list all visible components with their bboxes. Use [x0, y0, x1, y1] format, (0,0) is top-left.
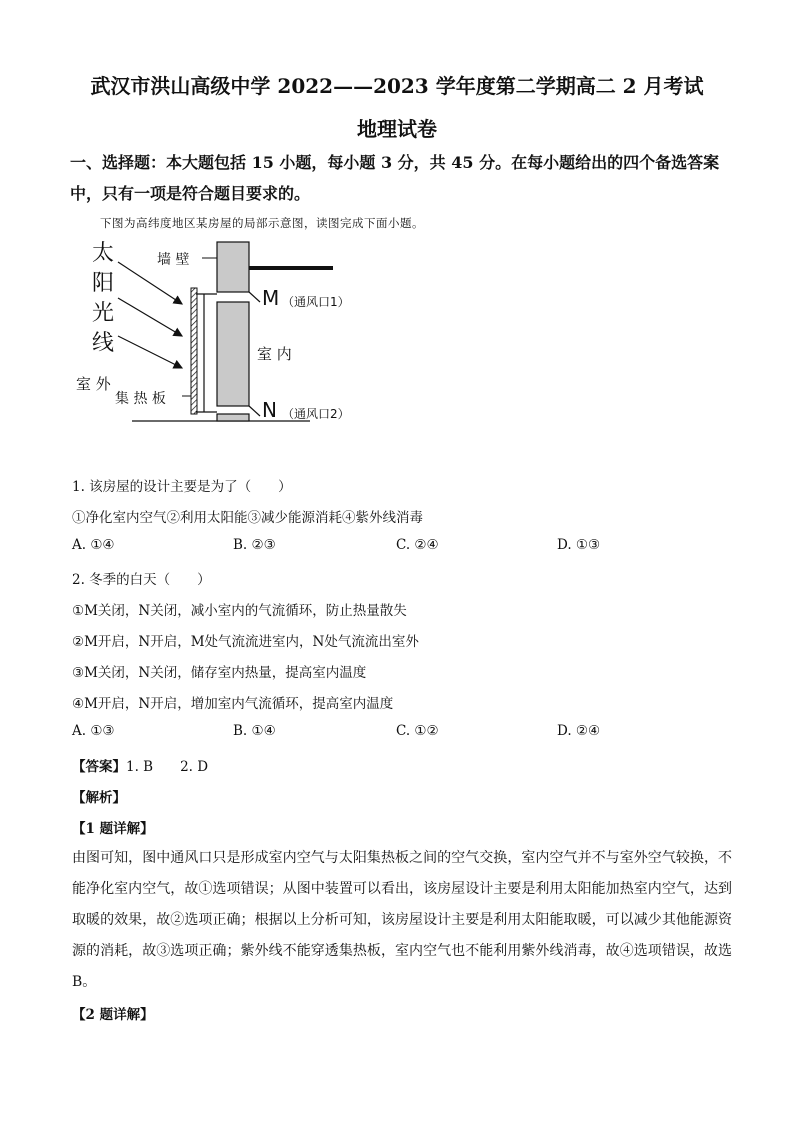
- answer-label: 【答案】: [72, 759, 126, 775]
- vent-m-letter: M: [262, 286, 280, 310]
- q2-option-d: D. ②④: [557, 723, 601, 739]
- q2-statement-1: ①M关闭，N关闭，减小室内的气流循环，防止热量散失: [72, 603, 407, 619]
- sun-char-3: 光: [92, 301, 115, 326]
- exam-subtitle: 地理试卷: [357, 117, 437, 141]
- exam-title: 武汉市洪山高级中学 2022——2023 学年度第二学期高二 2 月考试: [90, 74, 704, 98]
- wall-middle: [217, 302, 249, 406]
- section-heading-line2: 中，只有一项是符合题目要求的。: [70, 184, 311, 203]
- q1-statements: ①净化室内空气②利用太阳能③减少能源消耗④紫外线消毒: [72, 510, 423, 526]
- q2-statement-2: ②M开启，N开启，M处气流流进室内，N处气流流出室外: [72, 634, 419, 650]
- vent-m-caption: （通风口1）: [282, 295, 350, 309]
- wall-bottom: [217, 414, 249, 421]
- analysis-label: 【解析】: [72, 790, 126, 806]
- figure-intro: 下图为高纬度地区某房屋的局部示意图，读图完成下面小题。: [100, 216, 424, 230]
- vent-n-letter: N: [262, 398, 277, 422]
- collector-label: 集 热 板: [115, 391, 166, 407]
- section-heading-line1: 一、选择题：本大题包括 15 小题，每小题 3 分，共 45 分。在每小题给出的四个备选答案: [70, 153, 720, 172]
- q1-option-d: D. ①③: [557, 537, 601, 553]
- collector-plate: [191, 288, 197, 414]
- answer-value: 1. B 2. D: [126, 759, 209, 775]
- q2-stem: 2. 冬季的白天（ ）: [72, 572, 211, 588]
- wall-label: 墙 壁: [157, 252, 190, 268]
- q1-detail-text: 由图可知，图中通风口只是形成室内空气与太阳集热板之间的空气交换，室内空气并不与室外空气较换，不能净化室内空气，故①选项错误；从图中装置可以看出，该房屋设计主要是利用太阳能加热室内空气，达到取暖的效果，故②选项正确；根据以上分析可知，该房屋设计主要是利用太阳能取暖，可以减少其他能源资源的消耗，故③选项正确；紫外线不能穿透集热板，室内空气也不能利用紫外线消毒，故④选项错误，故选 B。: [72, 850, 732, 990]
- n-leader: [249, 406, 260, 416]
- sun-arrow-3: [118, 336, 182, 368]
- q2-option-c: C. ①②: [396, 723, 439, 739]
- q1-option-c: C. ②④: [396, 537, 439, 553]
- m-leader: [249, 292, 260, 302]
- q1-option-b: B. ②③: [233, 537, 276, 553]
- sun-arrow-2: [118, 298, 182, 336]
- answer-line: [72, 755, 208, 775]
- q2-option-a: A. ①③: [72, 723, 115, 739]
- vent-n-caption: （通风口2）: [282, 407, 350, 421]
- q2-statement-4: ④M开启，N开启，增加室内气流循环，提高室内温度: [72, 696, 394, 712]
- q2-detail-label: 【2 题详解】: [72, 1007, 154, 1023]
- q1-option-a: A. ①④: [72, 537, 115, 553]
- q2-statement-3: ③M关闭，N关闭，储存室内热量，提高室内温度: [72, 665, 367, 681]
- outdoor-label: 室 外: [76, 375, 111, 393]
- wall-upper: [217, 242, 249, 292]
- indoor-label: 室 内: [257, 345, 292, 363]
- q2-option-b: B. ①④: [233, 723, 276, 739]
- sun-char-4: 线: [92, 331, 115, 356]
- sun-char-1: 太: [92, 241, 115, 266]
- q1-detail-label: 【1 题详解】: [72, 821, 154, 837]
- sun-char-2: 阳: [92, 271, 115, 296]
- q1-stem: 1. 该房屋的设计主要是为了（ ）: [72, 479, 292, 495]
